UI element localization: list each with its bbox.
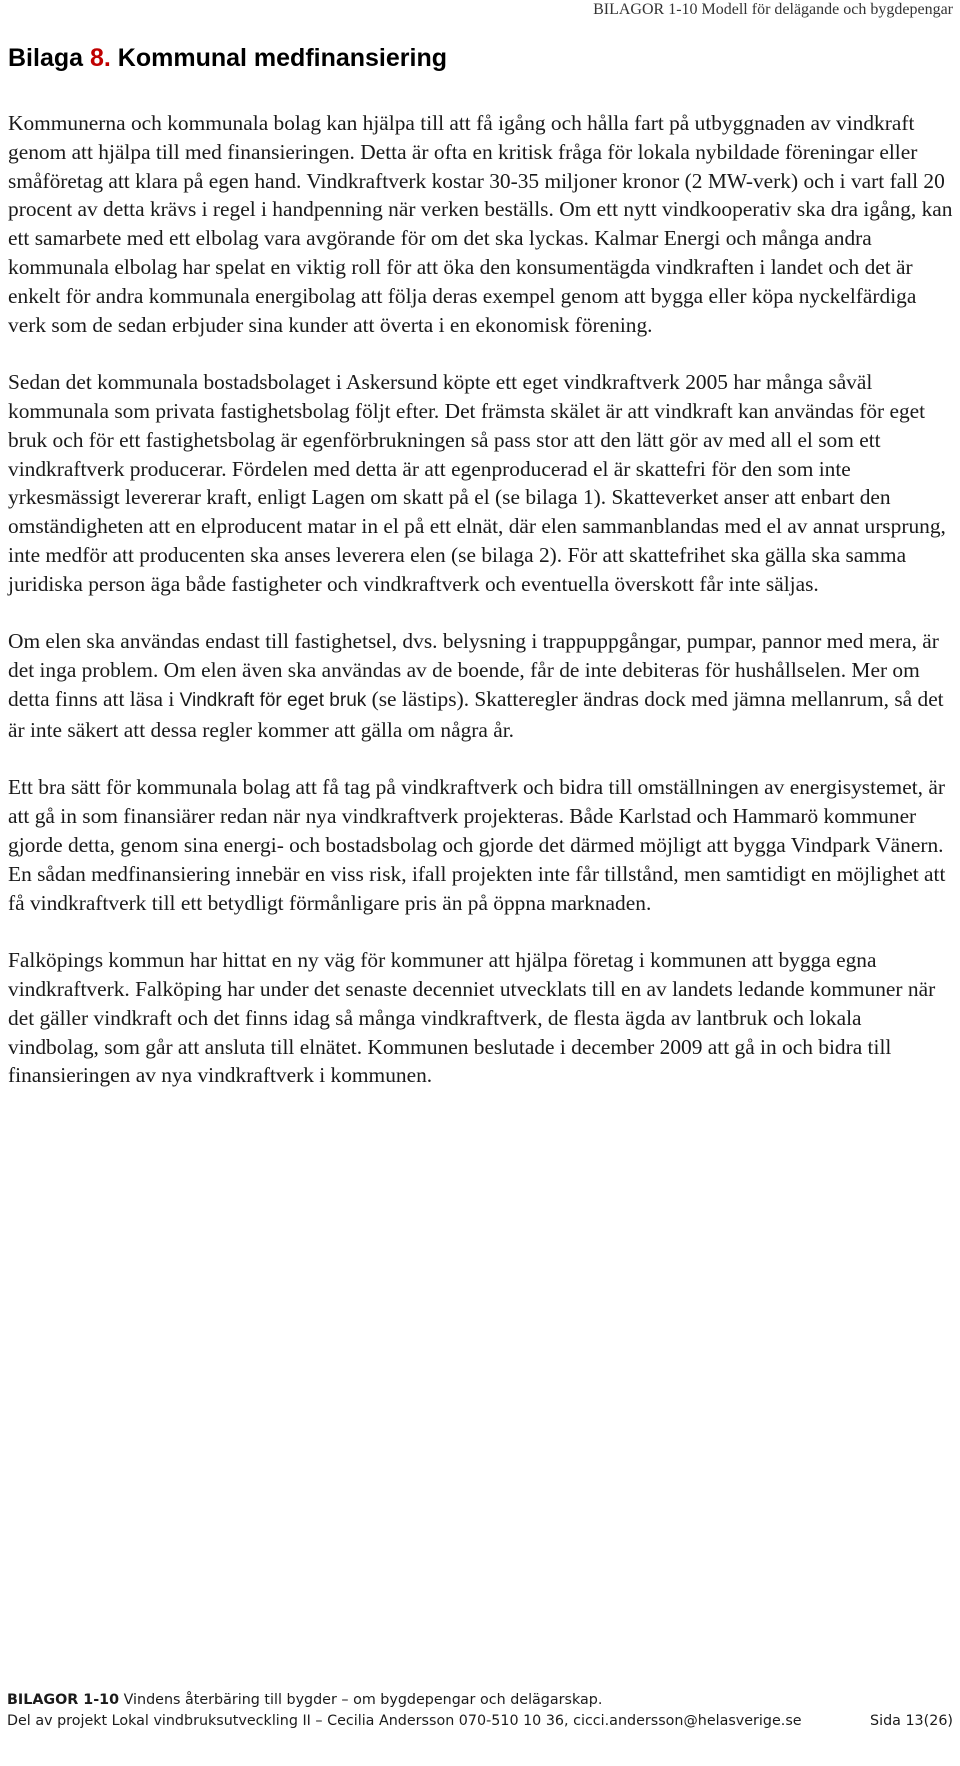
paragraph-1: Kommunerna och kommunala bolag kan hjälpa till att få igång och hålla fart på utbyggnaden av vindkraft genom att hjälpa till med finansieringen. Detta är ofta en kritisk fråga för lokala nybildade föreningar eller småföretag att klara på egen hand. Vindkraftverk kostar 30-35 miljoner kronor (2 MW-verk) och i vart fall 20 procent av detta krävs i regel i handpenning när verken beställs. Om ett nytt vindkooperativ ska dra igång, kan ett samarbete med ett elbolag vara avgörande för om det ska lyckas. Kalmar Energi och många andra kommunala elbolag har spelat en viktig roll för att öka den konsumentägda vindkraften i landet och det är enkelt för andra kommunala energibolag att följa deras exempel genom att bygga eller köpa nyckelfärdiga verk som de sedan erbjuder sina kunder att överta i en ekonomisk förening. — [8, 111, 953, 337]
page-footer — [7, 1690, 953, 1732]
footer-title — [7, 1690, 602, 1711]
footer-project: Del av projekt Lokal vindbruksutveckling II – Cecilia Andersson 070-510 10 36, cicci.andersson@helasverige.se — [7, 1713, 802, 1729]
title-number: 8. — [89, 44, 111, 72]
paragraph-3-end: (se lästips). Skatteregler ändras dock med jämna mellanrum, så det är inte säkert att dessa regler kommer att gälla om några år. — [8, 686, 944, 742]
title-text: Kommunal medfinansiering — [110, 44, 448, 72]
footer-bold: BILAGOR 1-10 — [7, 1692, 120, 1708]
title-prefix: Bilaga — [8, 44, 90, 72]
running-header: BILAGOR 1-10 Modell för delägande och bygdepengar — [593, 1, 953, 18]
paragraph-2: Sedan det kommunala bostadsbolaget i Askersund köpte ett eget vindkraftverk 2005 har många såväl kommunala som privata fastighetsbolag följt efter. Det främsta skälet är att vindkraft kan användas för eget bruk och för ett fastighetsbolag är egenförbrukningen så pass stor att den lätt gör av med all el som ett vindkraftverk producerar. Fördelen med detta är att egenproducerad el är skattefri för den som inte yrkesmässigt levererar kraft, enligt Lagen om skatt på el (se bilaga 1). Skatteverket anser att enbart den omständigheten att en elproducent matar in el på ett elnät, där elen sammanblandas med el av annat ursprung, inte medför att producenten ska anses leverera elen (se bilaga 2). För att skattefrihet ska gälla ska samma juridiska person äga både fastigheter och vindkraftverk och eventuella överskott får inte säljas. — [8, 370, 946, 596]
paragraph-4: Ett bra sätt för kommunala bolag att få tag på vindkraftverk och bidra till omställningen av energisystemet, är att gå in som finansiärer redan när nya vindkraftverk projekteras. Både Karlstad och Hammarö kommuner gjorde detta, genom sina energi- och bostadsbolag och gjorde det därmed möjligt att bygga Vindpark Vänern. En sådan medfinansiering innebär en viss risk, ifall projekten inte får tillstånd, men samtidigt en möjlighet att få vindkraftverk till ett betydligt förmånligare pris än på öppna marknaden. — [8, 775, 946, 915]
reference-title: Vindkraft för eget bruk — [179, 689, 367, 711]
footer-line-2 — [7, 1711, 953, 1732]
paragraph-3 — [8, 627, 954, 744]
paragraph-5: Falköpings kommun har hittat en ny väg för kommuner att hjälpa företag i kommunen att bygga egna vindkraftverk. Falköping har under det senaste decenniet utvecklats till en av landets ledande kommuner när det gäller vindkraft och det finns idag så många vindkraftverk, de flesta ägda av lantbruk och lokala vindbolag, som går att ansluta till elnätet. Kommunen beslutade i december 2009 att gå in och bidra till finansieringen av nya vindkraftverk i kommunen. — [8, 948, 936, 1088]
paragraph-3-start: Om elen ska användas endast till fastighetsel, dvs. belysning i trappuppgångar, pumpar, pannor med mera, är det inga problem. Om elen även ska användas av de boende, får de inte debiteras för hushållselen. Mer om detta finns att läsa i — [8, 629, 939, 711]
body-text — [8, 109, 954, 1119]
footer-subtitle: Vindens återbäring till bygder – om bygdepengar och delägarskap. — [119, 1692, 603, 1708]
page-title — [8, 44, 447, 73]
footer-line-1 — [7, 1690, 953, 1711]
page-number: Sida 13(26) — [870, 1713, 953, 1729]
